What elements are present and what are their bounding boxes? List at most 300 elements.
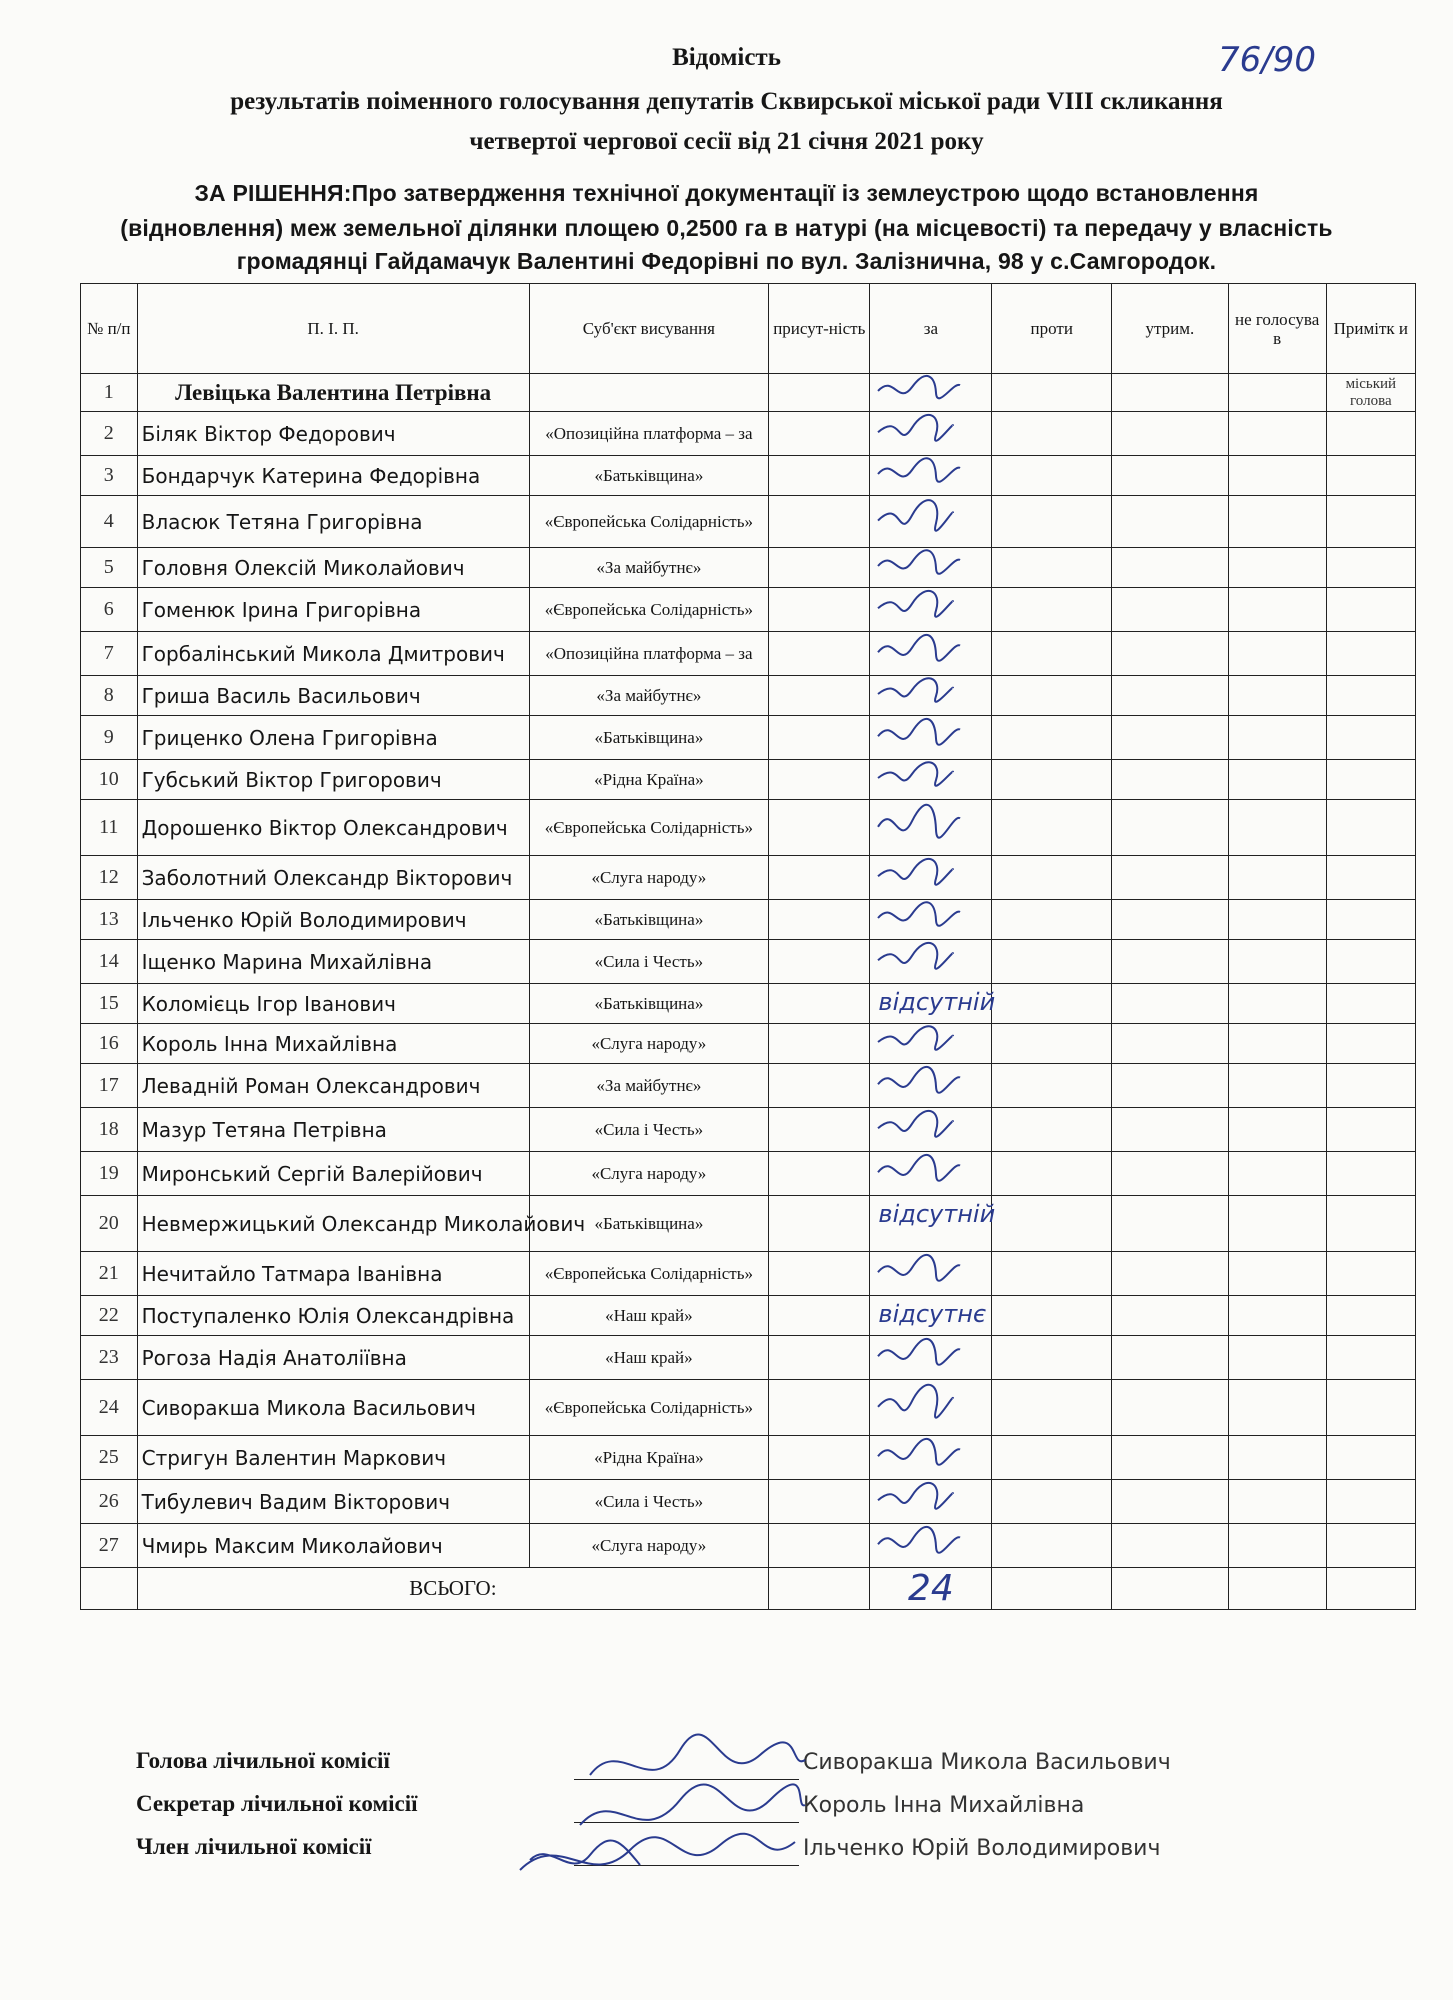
table-row xyxy=(81,716,1416,760)
table-row xyxy=(81,456,1416,496)
row-number: 6 xyxy=(81,588,138,632)
against-cell xyxy=(992,900,1112,940)
deputy-name: Головня Олексій Миколайович xyxy=(137,548,529,588)
decision-line-1: ЗА РІШЕННЯ:Про затвердження технічної документації із землеустрою щодо встановлення xyxy=(194,180,1259,206)
against-cell xyxy=(992,1480,1112,1524)
for-cell xyxy=(870,676,992,716)
present-cell xyxy=(769,456,870,496)
abstain-cell xyxy=(1112,1524,1229,1568)
abstain-cell xyxy=(1112,1296,1229,1336)
present-cell xyxy=(769,716,870,760)
against-cell xyxy=(992,1064,1112,1108)
note-cell xyxy=(1326,1380,1415,1436)
absent-mark: відсутнє xyxy=(878,1300,987,1328)
header-name: П. І. П. xyxy=(137,284,529,374)
present-cell xyxy=(769,1296,870,1336)
abstain-cell xyxy=(1112,496,1229,548)
abstain-cell xyxy=(1112,1196,1229,1252)
table-row xyxy=(81,374,1416,412)
present-cell xyxy=(769,800,870,856)
deputy-party: «Наш край» xyxy=(529,1336,769,1380)
not-voted-cell xyxy=(1228,1108,1326,1152)
deputy-party: «Батьківщина» xyxy=(529,900,769,940)
deputy-party: «Батьківщина» xyxy=(529,716,769,760)
note-cell xyxy=(1326,716,1415,760)
not-voted-cell xyxy=(1228,1196,1326,1252)
table-row xyxy=(81,900,1416,940)
not-voted-cell xyxy=(1228,496,1326,548)
deputy-name: Поступаленко Юлія Олександрівна xyxy=(137,1296,529,1336)
abstain-cell xyxy=(1112,1480,1229,1524)
deputy-name: Мазур Тетяна Петрівна xyxy=(137,1108,529,1152)
table-row xyxy=(81,1480,1416,1524)
not-voted-cell xyxy=(1228,1480,1326,1524)
secretary-label: Секретар лічильної комісії xyxy=(136,1791,418,1816)
table-row xyxy=(81,1380,1416,1436)
present-cell xyxy=(769,1524,870,1568)
row-number: 2 xyxy=(81,412,138,456)
commission-signatures xyxy=(560,1730,810,1880)
deputy-name: Чмирь Максим Миколайович xyxy=(137,1524,529,1568)
table-row xyxy=(81,588,1416,632)
table-row xyxy=(81,984,1416,1024)
against-cell xyxy=(992,456,1112,496)
deputy-party: «Опозиційна платформа – за xyxy=(529,632,769,676)
deputy-name: Заболотний Олександр Вікторович xyxy=(137,856,529,900)
against-cell xyxy=(992,1524,1112,1568)
deputy-party: «Слуга народу» xyxy=(529,856,769,900)
chair-name: Сиворакша Микола Васильович xyxy=(803,1750,1171,1775)
against-cell xyxy=(992,800,1112,856)
present-cell xyxy=(769,984,870,1024)
row-number: 7 xyxy=(81,632,138,676)
table-row xyxy=(81,1196,1416,1252)
row-number: 26 xyxy=(81,1480,138,1524)
deputy-party: «За майбутнє» xyxy=(529,548,769,588)
not-voted-cell xyxy=(1228,1524,1326,1568)
not-voted-cell xyxy=(1228,984,1326,1024)
deputy-party: «Слуга народу» xyxy=(529,1524,769,1568)
against-cell xyxy=(992,1336,1112,1380)
for-cell xyxy=(870,760,992,800)
table-row xyxy=(81,412,1416,456)
table-row xyxy=(81,1064,1416,1108)
for-cell xyxy=(870,940,992,984)
not-voted-cell xyxy=(1228,856,1326,900)
present-cell xyxy=(769,1108,870,1152)
present-cell xyxy=(769,1252,870,1296)
note-cell xyxy=(1326,1336,1415,1380)
not-voted-cell xyxy=(1228,548,1326,588)
deputy-party: «За майбутнє» xyxy=(529,676,769,716)
abstain-cell xyxy=(1112,548,1229,588)
deputy-name: Сиворакша Микола Васильович xyxy=(137,1380,529,1436)
present-cell xyxy=(769,760,870,800)
deputy-party: «Європейська Солідарність» xyxy=(529,496,769,548)
row-number: 4 xyxy=(81,496,138,548)
for-cell xyxy=(870,1380,992,1436)
against-cell xyxy=(992,632,1112,676)
not-voted-cell xyxy=(1228,800,1326,856)
chair-label: Голова лічильної комісії xyxy=(136,1748,390,1773)
header-note: Примітк и xyxy=(1326,284,1415,374)
table-row xyxy=(81,1336,1416,1380)
abstain-cell xyxy=(1112,632,1229,676)
against-cell xyxy=(992,374,1112,412)
abstain-cell xyxy=(1112,800,1229,856)
present-cell xyxy=(769,900,870,940)
vote-signature xyxy=(874,1248,984,1302)
total-label: ВСЬОГО: xyxy=(137,1568,769,1610)
abstain-cell xyxy=(1112,760,1229,800)
present-cell xyxy=(769,1380,870,1436)
abstain-cell xyxy=(1112,456,1229,496)
decision-line-2: (відновлення) меж земельної ділянки площею 0,2500 га в натурі (на місцевості) та передачу у власність xyxy=(120,215,1333,241)
row-number: 3 xyxy=(81,456,138,496)
deputy-name: Король Інна Михайлівна xyxy=(137,1024,529,1064)
table-row xyxy=(81,1108,1416,1152)
deputy-party xyxy=(529,374,769,412)
present-cell xyxy=(769,676,870,716)
table-row xyxy=(81,1436,1416,1480)
for-cell xyxy=(870,984,996,1024)
note-cell xyxy=(1326,496,1415,548)
not-voted-cell xyxy=(1228,456,1326,496)
for-cell xyxy=(870,412,992,456)
deputy-name: Левіцька Валентина Петрівна xyxy=(137,374,529,412)
note-cell xyxy=(1326,1064,1415,1108)
not-voted-cell xyxy=(1228,632,1326,676)
abstain-cell xyxy=(1112,716,1229,760)
abstain-cell xyxy=(1112,1108,1229,1152)
deputy-name: Рогоза Надія Анатоліївна xyxy=(137,1336,529,1380)
present-cell xyxy=(769,632,870,676)
abstain-cell xyxy=(1112,412,1229,456)
note-cell: міський голова xyxy=(1326,374,1415,412)
absent-mark: відсутній xyxy=(878,1200,996,1228)
abstain-cell xyxy=(1112,984,1229,1024)
note-cell xyxy=(1326,1024,1415,1064)
table-row xyxy=(81,1524,1416,1568)
abstain-cell xyxy=(1112,1152,1229,1196)
note-cell xyxy=(1326,412,1415,456)
for-cell xyxy=(870,588,992,632)
note-cell xyxy=(1326,900,1415,940)
deputy-party: «Європейська Солідарність» xyxy=(529,588,769,632)
member-name: Ільченко Юрій Володимирович xyxy=(803,1836,1161,1861)
table-row xyxy=(81,800,1416,856)
abstain-cell xyxy=(1112,1024,1229,1064)
against-cell xyxy=(992,984,1112,1024)
deputy-name: Гоменюк Ірина Григорівна xyxy=(137,588,529,632)
against-cell xyxy=(992,1196,1112,1252)
note-cell xyxy=(1326,1480,1415,1524)
present-cell xyxy=(769,1064,870,1108)
note-cell xyxy=(1326,588,1415,632)
deputy-name: Тибулевич Вадим Вікторович xyxy=(137,1480,529,1524)
against-cell xyxy=(992,496,1112,548)
decision-line-3: громадянці Гайдамачук Валентині Федорівні по вул. Залізнична, 98 у с.Самгородок. xyxy=(236,248,1217,274)
for-cell xyxy=(870,1436,992,1480)
abstain-cell xyxy=(1112,588,1229,632)
table-row xyxy=(81,1252,1416,1296)
deputy-name: Левадній Роман Олександрович xyxy=(137,1064,529,1108)
header-num: № п/п xyxy=(81,284,138,374)
for-cell xyxy=(870,1196,996,1252)
row-number: 1 xyxy=(81,374,138,412)
for-cell xyxy=(870,716,992,760)
total-for-value: 24 xyxy=(870,1568,992,1610)
row-number: 13 xyxy=(81,900,138,940)
deputy-party: «Європейська Солідарність» xyxy=(529,800,769,856)
absent-mark: відсутній xyxy=(878,988,996,1016)
handwritten-number: 76/90 xyxy=(1218,40,1316,80)
deputy-name: Біляк Віктор Федорович xyxy=(137,412,529,456)
row-number: 17 xyxy=(81,1064,138,1108)
for-cell xyxy=(870,374,992,412)
against-cell xyxy=(992,760,1112,800)
against-cell xyxy=(992,1108,1112,1152)
deputy-party: «Рідна Країна» xyxy=(529,1436,769,1480)
deputy-name: Миронський Сергій Валерійович xyxy=(137,1152,529,1196)
not-voted-cell xyxy=(1228,412,1326,456)
deputy-party: «Опозиційна платформа – за xyxy=(529,412,769,456)
abstain-cell xyxy=(1112,374,1229,412)
deputy-name: Гриша Василь Васильович xyxy=(137,676,529,716)
deputy-name: Невмержицький Олександр Миколайович xyxy=(137,1196,529,1252)
against-cell xyxy=(992,1380,1112,1436)
present-cell xyxy=(769,588,870,632)
not-voted-cell xyxy=(1228,676,1326,716)
deputy-party: «Слуга народу» xyxy=(529,1152,769,1196)
not-voted-cell xyxy=(1228,1296,1326,1336)
for-cell xyxy=(870,1524,992,1568)
document-subtitle: результатів поіменного голосування депутатів Сквирської міської ради VIII скликання xyxy=(230,88,1223,115)
not-voted-cell xyxy=(1228,1336,1326,1380)
against-cell xyxy=(992,588,1112,632)
for-cell xyxy=(870,456,992,496)
vote-signature xyxy=(874,1520,984,1574)
deputy-name: Горбалінський Микола Дмитрович xyxy=(137,632,529,676)
note-cell xyxy=(1326,1196,1415,1252)
not-voted-cell xyxy=(1228,1380,1326,1436)
row-number: 16 xyxy=(81,1024,138,1064)
not-voted-cell xyxy=(1228,900,1326,940)
table-header-row xyxy=(81,284,1416,374)
for-cell xyxy=(870,1108,992,1152)
against-cell xyxy=(992,940,1112,984)
abstain-cell xyxy=(1112,1436,1229,1480)
table-row xyxy=(81,1296,1416,1336)
deputy-name: Гриценко Олена Григорівна xyxy=(137,716,529,760)
against-cell xyxy=(992,676,1112,716)
not-voted-cell xyxy=(1228,374,1326,412)
note-cell xyxy=(1326,1108,1415,1152)
row-number: 11 xyxy=(81,800,138,856)
row-number: 23 xyxy=(81,1336,138,1380)
note-cell xyxy=(1326,760,1415,800)
abstain-cell xyxy=(1112,1252,1229,1296)
not-voted-cell xyxy=(1228,588,1326,632)
not-voted-cell xyxy=(1228,1252,1326,1296)
deputy-party: «Сила і Честь» xyxy=(529,940,769,984)
deputy-name: Дорошенко Віктор Олександрович xyxy=(137,800,529,856)
not-voted-cell xyxy=(1228,940,1326,984)
row-number: 24 xyxy=(81,1380,138,1436)
deputy-name: Губський Віктор Григорович xyxy=(137,760,529,800)
against-cell xyxy=(992,1024,1112,1064)
note-cell xyxy=(1326,856,1415,900)
not-voted-cell xyxy=(1228,760,1326,800)
for-cell xyxy=(870,1252,992,1296)
deputy-party: «Європейська Солідарність» xyxy=(529,1252,769,1296)
abstain-cell xyxy=(1112,1336,1229,1380)
table-row xyxy=(81,676,1416,716)
row-number: 20 xyxy=(81,1196,138,1252)
note-cell xyxy=(1326,1436,1415,1480)
row-number: 22 xyxy=(81,1296,138,1336)
for-cell xyxy=(870,632,992,676)
table-row xyxy=(81,1024,1416,1064)
present-cell xyxy=(769,1480,870,1524)
header-not-voted: не голосува в xyxy=(1228,284,1326,374)
table-row xyxy=(81,496,1416,548)
note-cell xyxy=(1326,984,1415,1024)
deputy-party: «Слуга народу» xyxy=(529,1024,769,1064)
deputy-party: «Батьківщина» xyxy=(529,456,769,496)
against-cell xyxy=(992,856,1112,900)
present-cell xyxy=(769,1436,870,1480)
table-row xyxy=(81,760,1416,800)
abstain-cell xyxy=(1112,856,1229,900)
note-cell xyxy=(1326,1296,1415,1336)
for-cell xyxy=(870,856,992,900)
member-label: Член лічильної комісії xyxy=(136,1834,372,1859)
header-present: присут-ність xyxy=(769,284,870,374)
against-cell xyxy=(992,1436,1112,1480)
row-number: 15 xyxy=(81,984,138,1024)
vote-table xyxy=(80,283,1416,1610)
table-row xyxy=(81,940,1416,984)
secretary-name: Король Інна Михайлівна xyxy=(803,1793,1085,1818)
deputy-party: «Рідна Країна» xyxy=(529,760,769,800)
table-row xyxy=(81,1152,1416,1196)
row-number: 8 xyxy=(81,676,138,716)
not-voted-cell xyxy=(1228,716,1326,760)
deputy-name: Іщенко Марина Михайлівна xyxy=(137,940,529,984)
present-cell xyxy=(769,1196,870,1252)
abstain-cell xyxy=(1112,1064,1229,1108)
abstain-cell xyxy=(1112,940,1229,984)
abstain-cell xyxy=(1112,900,1229,940)
row-number: 25 xyxy=(81,1436,138,1480)
present-cell xyxy=(769,856,870,900)
row-number: 21 xyxy=(81,1252,138,1296)
note-cell xyxy=(1326,1152,1415,1196)
session-line: четвертої чергової сесії від 21 січня 2021 року xyxy=(469,128,984,155)
not-voted-cell xyxy=(1228,1152,1326,1196)
row-number: 14 xyxy=(81,940,138,984)
abstain-cell xyxy=(1112,676,1229,716)
header-against: проти xyxy=(992,284,1112,374)
row-number: 27 xyxy=(81,1524,138,1568)
present-cell xyxy=(769,412,870,456)
present-cell xyxy=(769,548,870,588)
table-row xyxy=(81,548,1416,588)
deputy-party: «Сила і Честь» xyxy=(529,1480,769,1524)
deputy-name: Власюк Тетяна Григорівна xyxy=(137,496,529,548)
for-cell xyxy=(870,1480,992,1524)
against-cell xyxy=(992,1296,1112,1336)
note-cell xyxy=(1326,676,1415,716)
deputy-party: «За майбутнє» xyxy=(529,1064,769,1108)
table-row xyxy=(81,856,1416,900)
present-cell xyxy=(769,1024,870,1064)
document-title: Відомість xyxy=(672,44,781,71)
for-cell xyxy=(870,900,992,940)
note-cell xyxy=(1326,1252,1415,1296)
for-cell xyxy=(870,1336,992,1380)
deputy-party: «Наш край» xyxy=(529,1296,769,1336)
row-number: 19 xyxy=(81,1152,138,1196)
deputy-party: «Батьківщина» xyxy=(529,1196,769,1252)
not-voted-cell xyxy=(1228,1436,1326,1480)
present-cell xyxy=(769,940,870,984)
note-cell xyxy=(1326,1524,1415,1568)
for-cell xyxy=(870,1152,992,1196)
note-cell xyxy=(1326,548,1415,588)
header-abstain: утрим. xyxy=(1112,284,1229,374)
header-subject: Суб'єкт висування xyxy=(529,284,769,374)
row-number: 10 xyxy=(81,760,138,800)
deputy-name: Бондарчук Катерина Федорівна xyxy=(137,456,529,496)
note-cell xyxy=(1326,940,1415,984)
not-voted-cell xyxy=(1228,1024,1326,1064)
abstain-cell xyxy=(1112,1380,1229,1436)
row-number: 18 xyxy=(81,1108,138,1152)
deputy-name: Коломієць Ігор Іванович xyxy=(137,984,529,1024)
for-cell xyxy=(870,548,992,588)
deputy-party: «Сила і Честь» xyxy=(529,1108,769,1152)
vote-signature xyxy=(874,936,984,990)
deputy-name: Нечитайло Татмара Іванівна xyxy=(137,1252,529,1296)
note-cell xyxy=(1326,800,1415,856)
note-cell xyxy=(1326,632,1415,676)
total-row xyxy=(81,1568,1416,1610)
for-cell xyxy=(870,1064,992,1108)
present-cell xyxy=(769,1152,870,1196)
vote-signature xyxy=(874,1148,984,1202)
note-cell xyxy=(1326,456,1415,496)
deputy-party: «Європейська Солідарність» xyxy=(529,1380,769,1436)
for-cell xyxy=(870,496,992,548)
for-cell xyxy=(870,1296,992,1336)
row-number: 9 xyxy=(81,716,138,760)
for-cell xyxy=(870,1024,992,1064)
against-cell xyxy=(992,1152,1112,1196)
against-cell xyxy=(992,716,1112,760)
not-voted-cell xyxy=(1228,1064,1326,1108)
deputy-party: «Батьківщина» xyxy=(529,984,769,1024)
against-cell xyxy=(992,1252,1112,1296)
for-cell xyxy=(870,800,992,856)
header-for: за xyxy=(870,284,992,374)
against-cell xyxy=(992,412,1112,456)
table-row xyxy=(81,632,1416,676)
row-number: 12 xyxy=(81,856,138,900)
present-cell xyxy=(769,496,870,548)
present-cell xyxy=(769,374,870,412)
